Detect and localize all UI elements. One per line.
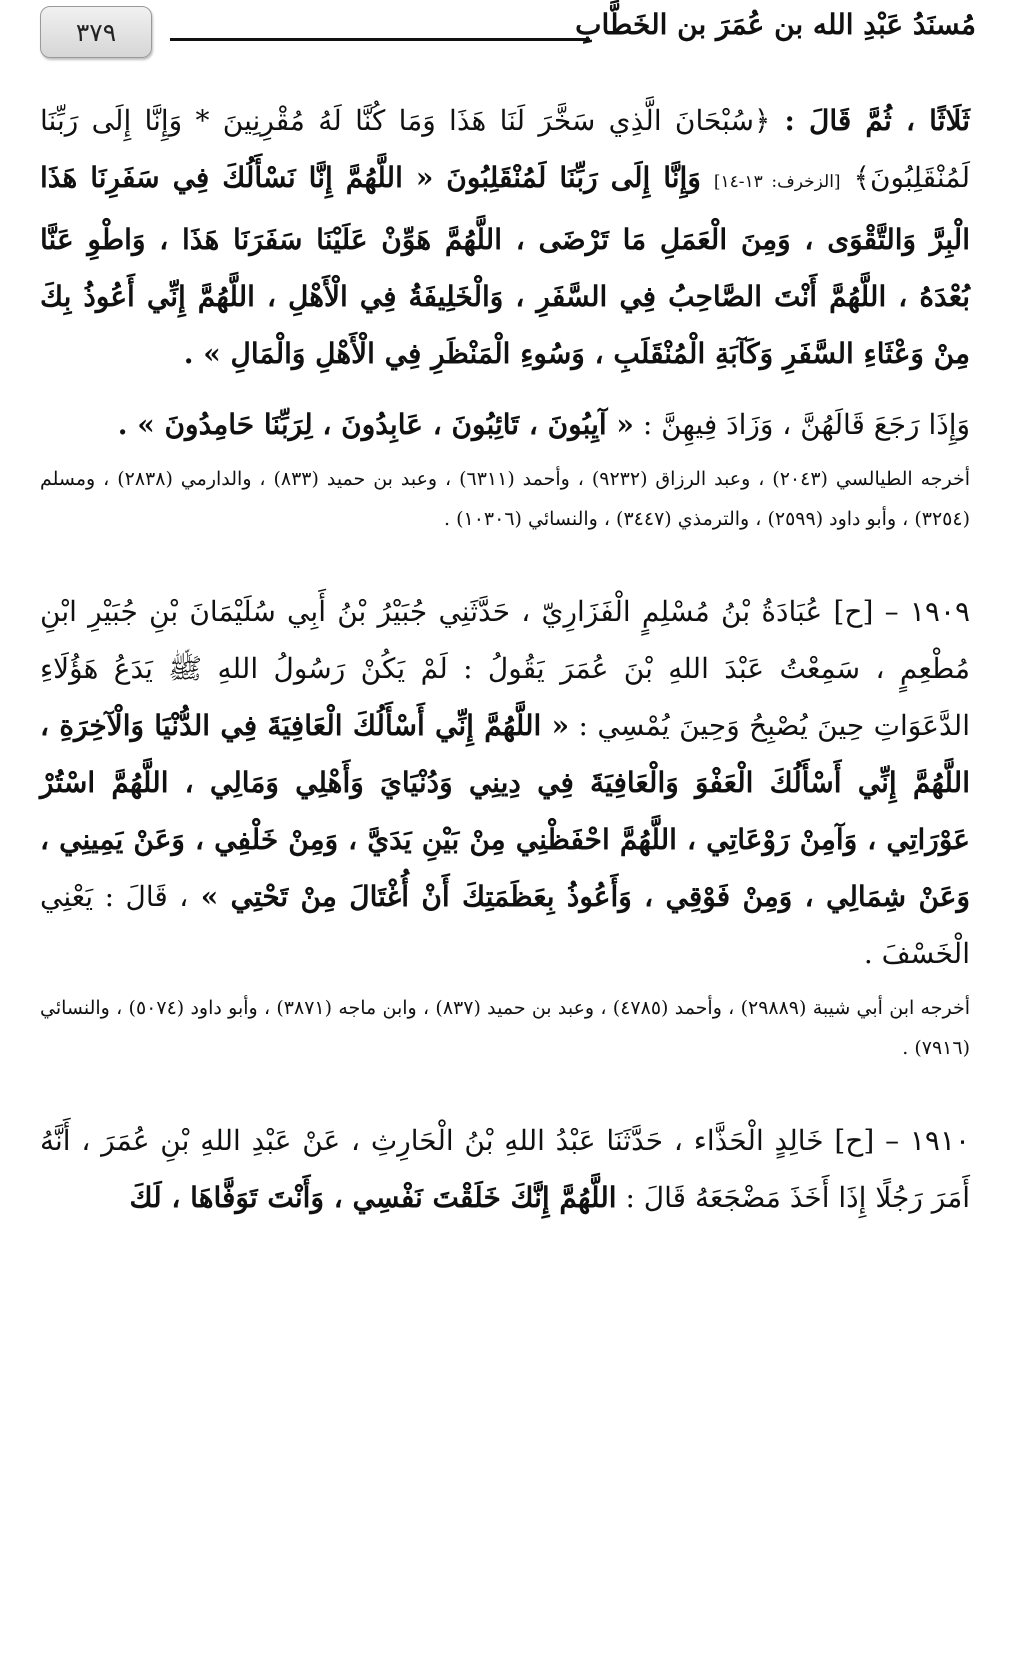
quran-verse: ﴿سُبْحَانَ الَّذِي سَخَّرَ لَنَا هَذَا وَمَا كُنَّا لَهُ مُقْرِنِينَ * وَإِنَّا إِلَى رَبِّنَا لَمُنْقَلِبُونَ﴾ — [40, 104, 971, 194]
return-supplication — [40, 396, 970, 453]
supplication-text: « اللَّهُمَّ إِنِّي أَسْأَلُكَ الْعَافِيَةَ فِي الدُّنْيَا وَالْآخِرَةِ ، اللَّهُمَّ إِنِّي أَسْأَلُكَ الْعَفْوَ وَالْعَافِيَةَ فِي دِينِي وَدُنْيَايَ وَأَهْلِي وَمَالِي ، اللَّهُمَّ اسْتُرْ عَوْرَاتِي ، وَآمِنْ رَوْعَاتِي ، اللَّهُمَّ احْفَظْنِي مِنْ بَيْنِ يَدَيَّ ، وَمِنْ خَلْفِي ، وَعَنْ يَمِينِي ، وَعَنْ شِمَالِي ، وَمِنْ فَوْقِي ، وَأَعُوذُ بِعَظَمَتِكَ أَنْ أُغْتَالَ مِنْ تَحْتِي » — [40, 709, 970, 913]
hadith-1909 — [40, 583, 970, 982]
header-rule — [170, 38, 590, 41]
section-gap — [40, 1068, 970, 1102]
hadith-1910 — [40, 1112, 970, 1226]
supplication-text: اللَّهُمَّ إِنَّكَ خَلَقْتَ نَفْسِي ، وَأَنْتَ تَوَفَّاهَا ، لَكَ — [129, 1181, 617, 1214]
running-title: مُسنَدُ عَبْدِ الله بن عُمَرَ بن الخَطَّابِ — [575, 8, 976, 41]
quran-reference: [الزخرف: ١٣-١٤] — [713, 172, 841, 192]
takhrij-footnote: أخرجه ابن أبي شيبة (٢٩٨٨٩) ، وأحمد (٤٧٨٥) ، وعبد بن حميد (٨٣٧) ، وابن ماجه (٣٨٧١) ، وأبو داود (٥٠٧٤) ، والنسائي (٧٩١٦) . — [40, 997, 970, 1059]
tail-text: ، قَالَ : يَعْنِي الْخَسْفَ . — [40, 880, 970, 970]
supplication-text: وَإِنَّا إِلَى رَبِّنَا لَمُنْقَلِبُونَ « اللَّهُمَّ إِنَّا نَسْأَلُكَ فِي سَفَرِنَا هَذَا الْبِرَّ وَالتَّقْوَى ، وَمِنَ الْعَمَلِ مَا تَرْضَى ، اللَّهُمَّ هَوِّنْ عَلَيْنَا سَفَرَنَا هَذَا ، وَاطْوِ عَنَّا بُعْدَهُ ، اللَّهُمَّ أَنْتَ الصَّاحِبُ فِي السَّفَرِ ، وَالْخَلِيفَةُ فِي الْأَهْلِ ، اللَّهُمَّ إِنِّي أَعُوذُ بِكَ مِنْ وَعْثَاءِ السَّفَرِ وَكَآبَةِ الْمُنْقَلَبِ ، وَسُوءِ الْمَنْظَرِ فِي الْأَهْلِ وَالْمَالِ » . — [40, 161, 970, 370]
section-gap — [40, 539, 970, 573]
isnad-text: خَالِدٍ الْحَذَّاء ، حَدَّثَنَا عَبْدُ اللهِ بْنُ الْحَارِثِ ، عَنْ عَبْدِ اللهِ بْنِ عُمَرَ ، أَنَّهُ أَمَرَ رَجُلًا إِذَا أَخَذَ مَضْجَعَهُ قَالَ : — [40, 1124, 970, 1214]
page-body — [40, 92, 970, 1226]
return-intro: وَإِذَا رَجَعَ قَالَهُنَّ ، وَزَادَ فِيهِنَّ : — [633, 408, 970, 441]
isnad-text: عُبَادَةُ بْنُ مُسْلِمٍ الْفَزَارِيّ ، حَدَّثَنِي جُبَيْرُ بْنُ أَبِي سُلَيْمَانَ بْنِ جُبَيْرِ ابْنِ مُطْعِمٍ ، سَمِعْتُ عَبْدَ اللهِ بْنَ عُمَرَ يَقُولُ : لَمْ يَكُنْ رَسُولُ اللهِ ﷺ يَدَعُ هَؤُلَاءِ الدَّعَوَاتِ حِينَ يُصْبِحُ وَحِينَ يُمْسِي : — [40, 595, 970, 742]
page-number: ٣٧٩ — [40, 6, 152, 58]
intro-text: ثَلَاثًا ، ثُمَّ قَالَ : — [770, 104, 971, 137]
takhrij-footnote: أخرجه الطيالسي (٢٠٤٣) ، وعبد الرزاق (٩٢٣٢) ، وأحمد (٦٣١١) ، وعبد بن حميد (٨٣٣) ، والدارمي (٢٨٣٨) ، ومسلم (٣٢٥٤) ، وأبو داود (٢٥٩٩) ، والترمذي (٣٤٤٧) ، والنسائي (١٠٣٠٦) . — [40, 468, 971, 530]
return-text: « آيِبُونَ ، تَائِبُونَ ، عَابِدُونَ ، لِرَبِّنَا حَامِدُونَ » . — [117, 408, 634, 441]
hadith-number: ١٩٠٩ – [ح] — [822, 595, 971, 628]
hadith-number: ١٩١٠ – [ح] — [823, 1124, 971, 1157]
page-header — [0, 0, 1010, 66]
hadith-continuation — [40, 92, 970, 382]
